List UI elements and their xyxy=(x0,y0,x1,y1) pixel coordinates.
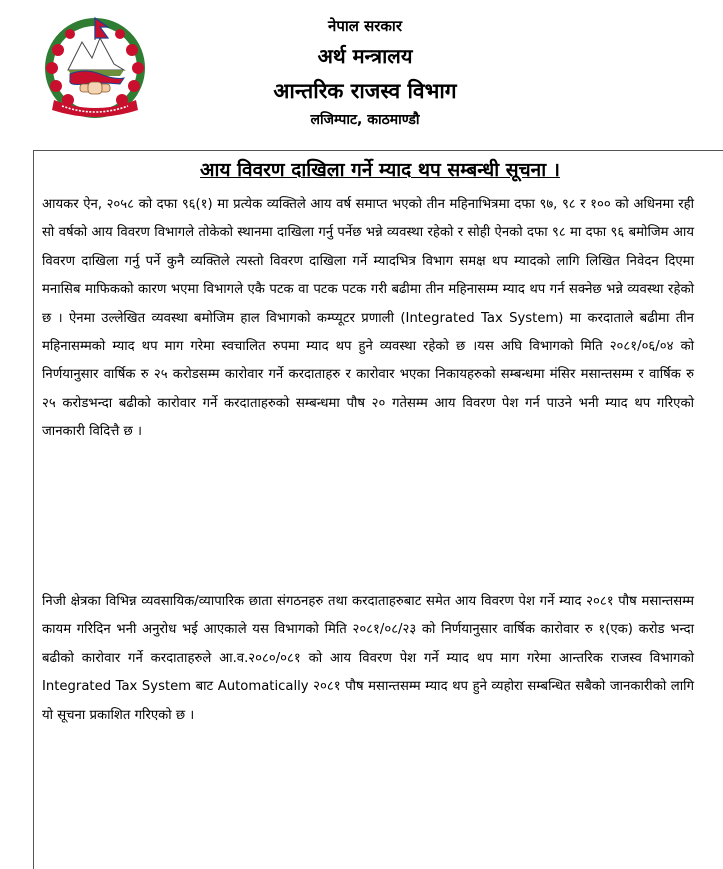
government-name: नेपाल सरकार xyxy=(328,17,402,35)
nepal-emblem-icon xyxy=(40,14,150,122)
handshake xyxy=(80,82,110,94)
department-address: लजिम्पाट, काठमाण्डौ xyxy=(310,112,420,128)
left-margin-rule xyxy=(33,150,34,869)
notice-paragraph-2: निजी क्षेत्रका विभिन्न व्यवसायिक/व्यापारिक छाता संगठनहरु तथा करदाताहरुबाट समेत आय विवरण पेश गर्ने म्याद २०८१ पौष मसान्तसम्म कायम गरिदिन भनी अनुरोध भई आएकाले यस विभागको मिति २०८१/०८/२३ को निर्णयानुसार वार्षिक कारोवार रु १(एक) करोड भन्दा बढीको कारोवार गर्ने करदाताहरुले आ.व.२०८०/०८१ को आय विवरण पेश गर्ने म्याद थप माग गरेमा आन्तरिक राजस्व विभागको Integrated Tax System बाट Automatically २०८१ पौष मसान्तसम्म म्याद थप हुने व्यहोरा सम्बन्धित सबैको जानकारीको लागि यो सूचना प्रकाशित गरिएको छ । xyxy=(42,594,694,723)
ministry-name: अर्थ मन्त्रालय xyxy=(317,44,413,68)
department-name: आन्तरिक राजस्व विभाग xyxy=(273,79,457,103)
notice-paragraph-1: आयकर ऐन, २०५८ को दफा ९६(१) मा प्रत्येक व्यक्तिले आय वर्ष समाप्त भएको तीन महिनाभित्रमा दफा ९७, ९८ र १०० को अधिनमा रही सो वर्षको आय विवरण विभागले तोकेको स्थानमा दाखिला गर्नु पर्नेछ भन्ने व्यवस्था रहेको र सोही ऐनको दफा ९८ मा दफा ९६ बमोजिम आय विवरण दाखिला गर्नु पर्ने कुनै व्यक्तिले त्यस्तो विवरण दाखिला गर्ने म्यादभित्र विभाग समक्ष थप म्यादको लागि लिखित निवेदन दिएमा मनासिब माफिकको कारण भएमा विभागले एकै पटक वा पटक पटक गरी बढीमा तीन महिनासम्म म्याद थप गर्न सक्नेछ भन्ने व्यवस्था रहेको छ । ऐनमा उल्लेखित व्यवस्था बमोजिम हाल विभागको कम्प्यूटर प्रणाली (Integrated Tax System) मा करदाताले बढीमा तीन महिनासम्मको म्याद थप माग गरेमा स्वचालित रुपमा म्याद थप हुने व्यवस्था रहेको छ ।यस अघि विभागको मिति २०८१/०६/०४ को निर्णयानुसार वार्षिक रु २५ करोडसम्म कारोवार गर्ने करदाताहरु र कारोवार भएका निकायहरुको सम्बन्धमा मंसिर मसान्तसम्म र वार्षिक रु २५ करोडभन्दा बढीको कारोवार गर्ने करदाताहरुको सम्बन्धमा पौष २० गतेसम्म आय विवरण पेश गर्न पाउने भनी म्याद थप गरिएको जानकारी विदित्तै छ । xyxy=(42,197,694,440)
header-divider xyxy=(33,150,723,151)
notice-title: आय विवरण दाखिला गर्ने म्याद थप सम्बन्धी सूचना । xyxy=(200,159,560,181)
himalaya-mountains xyxy=(68,38,124,76)
